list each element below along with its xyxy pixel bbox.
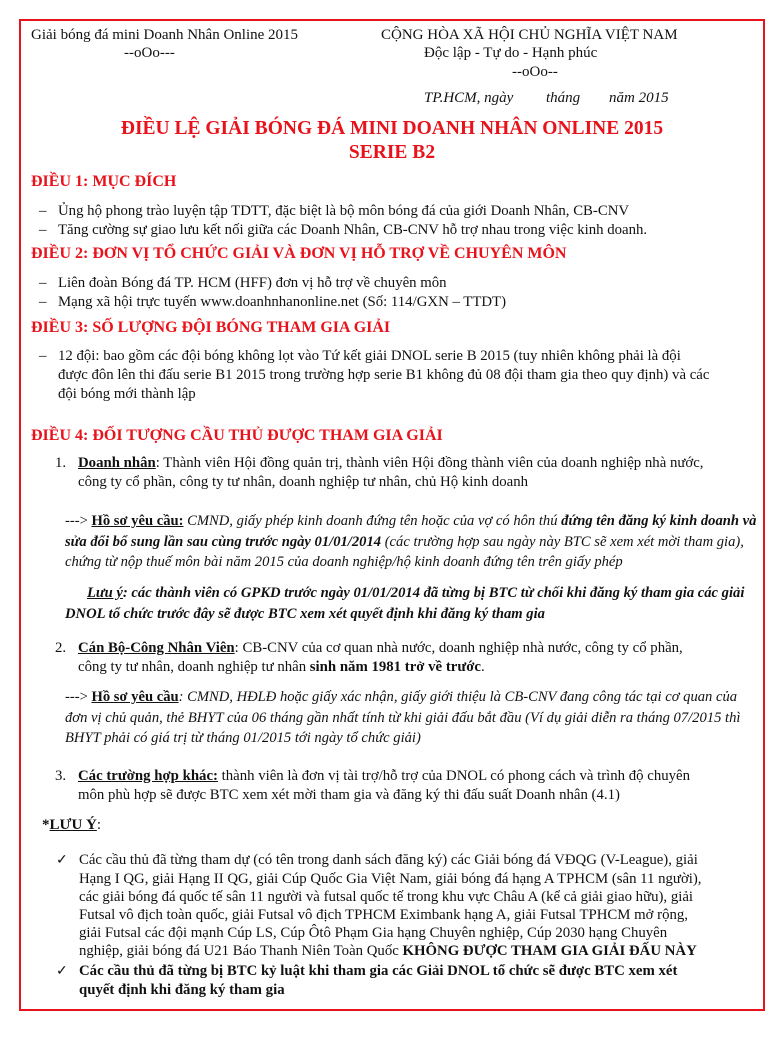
luu-y-1-line-2: Hạng I QG, giải Hạng II QG, giải Cúp Quốc Gia Việt Nam, giải bóng đá hạng A TPHCM (sân 11 người), xyxy=(79,871,702,887)
document-subtitle: SERIE B2 xyxy=(348,142,436,163)
luu-y-colon: : xyxy=(96,817,102,833)
luu-y-1-line-4: Futsal vô địch toàn quốc, giải Futsal vô địch TPHCM Eximbank hạng A, giải Futsal TPHCM mở rộng, xyxy=(79,907,689,923)
luu-y-heading xyxy=(42,817,101,834)
dieu3-item-line-2: được đôn lên thi đấu serie B1 2015 trong trường hợp serie B1 không đủ 08 đội tham gia theo quy định) và các xyxy=(58,367,710,383)
other-cases-text-1: thành viên là đơn vị tài trợ/hỗ trợ của DNOL có phong cách và trình độ chuyên xyxy=(217,768,691,784)
luu-y-1-line-6a: nghiệp, giải bóng đá U21 Báo Thanh Niên Toàn Quốc xyxy=(79,943,403,959)
date-city: TP.HCM, ngày xyxy=(424,90,514,106)
dieu3-item-line-3: đội bóng mới thành lập xyxy=(58,386,196,402)
doanh-nhan-ho-so xyxy=(65,511,760,573)
luu-y-1-line-3: các giải bóng đá quốc tế sân 11 người và futsal quốc tế trong khu vực Châu A (kể cả giải giao hữu), giải xyxy=(79,889,694,905)
arrow-icon: ---> xyxy=(65,513,92,529)
date-year: năm 2015 xyxy=(609,90,669,106)
arrow-icon: ---> xyxy=(65,689,92,705)
cbcnv-birth-year: sinh năm 1981 trở về trước xyxy=(309,659,481,675)
cbcnv-definition xyxy=(78,640,683,657)
luu-y-2-line-1: Các cầu thủ đã từng bị BTC kỷ luật khi tham gia các Giải DNOL tổ chức sẽ được BTC xem xét xyxy=(79,963,678,979)
date-month: tháng xyxy=(546,90,581,106)
document-title: ĐIỀU LỆ GIẢI BÓNG ĐÁ MINI DOANH NHÂN ONLINE 2015 xyxy=(120,118,664,139)
other-cases-row xyxy=(78,768,690,785)
item-number: 1. xyxy=(55,455,67,471)
luu-y-heading-label: LƯU Ý xyxy=(49,817,97,833)
ho-so-text-a: CMND, giấy phép kinh doanh đứng tên hoặc của vợ có hôn thú xyxy=(183,513,562,529)
ho-so-text-b: đứng tên đăng ký kinh doanh và sửa đổi bổ sung lần sau cùng trước ngày 01/01/2014 xyxy=(65,513,757,550)
section-heading-dieu1: ĐIỀU 1: MỤC ĐÍCH xyxy=(31,173,177,190)
section-heading-dieu4: ĐIỀU 4: ĐỐI TƯỢNG CẦU THỦ ĐƯỢC THAM GIA GIẢI xyxy=(31,427,443,444)
dieu2-item-2: Mạng xã hội trực tuyến www.doanhnhanonline.net (Số: 114/GXN – TTDT) xyxy=(58,294,507,310)
cbcnv-text-2c: . xyxy=(480,659,485,675)
doanh-nhan-luu-y xyxy=(65,583,760,624)
other-cases-label: Các trường hợp khác: xyxy=(78,768,218,784)
luu-y-star: * xyxy=(42,817,50,833)
section-heading-dieu3: ĐIỀU 3: SỐ LƯỢNG ĐỘI BÓNG THAM GIA GIẢI xyxy=(31,319,391,336)
section-heading-dieu2: ĐIỀU 2: ĐƠN VỊ TỔ CHỨC GIẢI VÀ ĐƠN VỊ HỖ TRỢ VỀ CHUYÊN MÔN xyxy=(31,245,567,262)
cbcnv-text-2-row xyxy=(78,659,485,676)
doanh-nhan-text-1: : Thành viên Hội đồng quản trị, thành viên Hội đồng thành viên của doanh nghiệp nhà nước, xyxy=(155,455,704,471)
dash-bullet-icon: – xyxy=(39,294,47,310)
dash-bullet-icon: – xyxy=(39,348,47,364)
header-national-title: CỘNG HÒA XÃ HỘI CHỦ NGHĨA VIỆT NAM xyxy=(381,27,678,43)
doanh-nhan-text-2: công ty cổ phần, công ty tư nhân, doanh nghiệp tư nhân, chủ Hộ kinh doanh xyxy=(78,474,528,490)
cbcnv-ho-so-text: : CMND, HĐLĐ hoặc giấy xác nhận, giấy giới thiệu là CB-CNV đang công tác tại cơ quan của đơn vị chủ quản, thẻ BHYT của 06 tháng gần nhất tính từ khi giải đấu bắt đầu (Ví dụ giải diễn ra tháng 07/2015 thì BHYT phải có giá trị từ tháng 01/2015 tới ngày tổ chức giải) xyxy=(65,689,741,746)
header-league-name: Giải bóng đá mini Doanh Nhân Online 2015 xyxy=(31,27,299,43)
doanh-nhan-label: Doanh nhân xyxy=(78,455,156,471)
dash-bullet-icon: – xyxy=(39,203,47,219)
luu-y-2-line-2: quyết định khi đăng ký tham gia xyxy=(79,982,285,998)
luu-y-label: Lưu ý xyxy=(87,585,123,601)
luu-y-1-emphasis: KHÔNG ĐƯỢC THAM GIA GIẢI ĐẤU NÀY xyxy=(402,943,697,959)
dieu1-item-2: Tăng cường sự giao lưu kết nối giữa các Doanh Nhân, CB-CNV hỗ trợ nhau trong việc kinh doanh. xyxy=(58,222,648,238)
cbcnv-ho-so xyxy=(65,687,760,749)
luu-y-text: : các thành viên có GPKD trước ngày 01/01/2014 đã từng bị BTC từ chối khi đăng ký tham gia các giải DNOL tổ chức trước đây sẽ được BTC xem xét quyết định khi đăng ký tham gia xyxy=(65,585,745,622)
header-left-ornament: --oOo--- xyxy=(124,45,175,61)
ho-so-label: Hồ sơ yêu cầu xyxy=(91,689,179,705)
cbcnv-text-2a: công ty tư nhân, doanh nghiệp tư nhân xyxy=(78,659,310,675)
dash-bullet-icon: – xyxy=(39,275,47,291)
item-number: 2. xyxy=(55,640,67,656)
dieu1-item-1: Ủng hộ phong trào luyện tập TDTT, đặc biệt là bộ môn bóng đá của giới Doanh Nhân, CB-CNV xyxy=(58,203,630,219)
dieu3-item-line-1: 12 đội: bao gồm các đội bóng không lọt vào Tứ kết giải DNOL serie B 2015 (tuy nhiên không phải là đội xyxy=(58,348,681,364)
cbcnv-label: Cán Bộ-Công Nhân Viên xyxy=(78,640,235,656)
luu-y-1-line-6 xyxy=(79,943,697,960)
dash-bullet-icon: – xyxy=(39,222,47,238)
other-cases-text-2: môn phù hợp sẽ được BTC xem xét mời tham gia và đăng ký thi đấu suất Doanh nhân (4.1) xyxy=(78,787,620,803)
luu-y-1-line-1: Các cầu thủ đã từng tham dự (có tên trong danh sách đăng ký) các Giải bóng đá VĐQG (V-League), giải xyxy=(79,852,698,868)
dieu2-item-1: Liên đoàn Bóng đá TP. HCM (HFF) đơn vị hỗ trợ về chuyên môn xyxy=(58,275,447,291)
header-motto: Độc lập - Tự do - Hạnh phúc xyxy=(424,45,598,61)
checkmark-icon: ✓ xyxy=(56,964,68,979)
checkmark-icon: ✓ xyxy=(56,853,68,868)
cbcnv-text-1: : CB-CNV của cơ quan nhà nước, doanh nghiệp nhà nước, công ty cổ phần, xyxy=(234,640,683,656)
ho-so-text-c: (các trường hợp sau ngày này BTC sẽ xem xét mời tham gia), chứng từ nộp thuế môn bài năm 2015 của doanh nghiệp/hộ kinh doanh đứng tên trên giấy phép xyxy=(65,533,744,570)
doanh-nhan-definition xyxy=(78,455,703,472)
item-number: 3. xyxy=(55,768,67,784)
luu-y-1-line-5: giải Futsal các đội mạnh Cúp LS, Cúp Ôtô Phạm Gia hạng Chuyên nghiệp, Cúp 2030 hạng Chuyên xyxy=(79,925,668,941)
ho-so-label: Hồ sơ yêu cầu: xyxy=(91,513,184,529)
header-right-ornament: --oOo-- xyxy=(512,64,558,80)
